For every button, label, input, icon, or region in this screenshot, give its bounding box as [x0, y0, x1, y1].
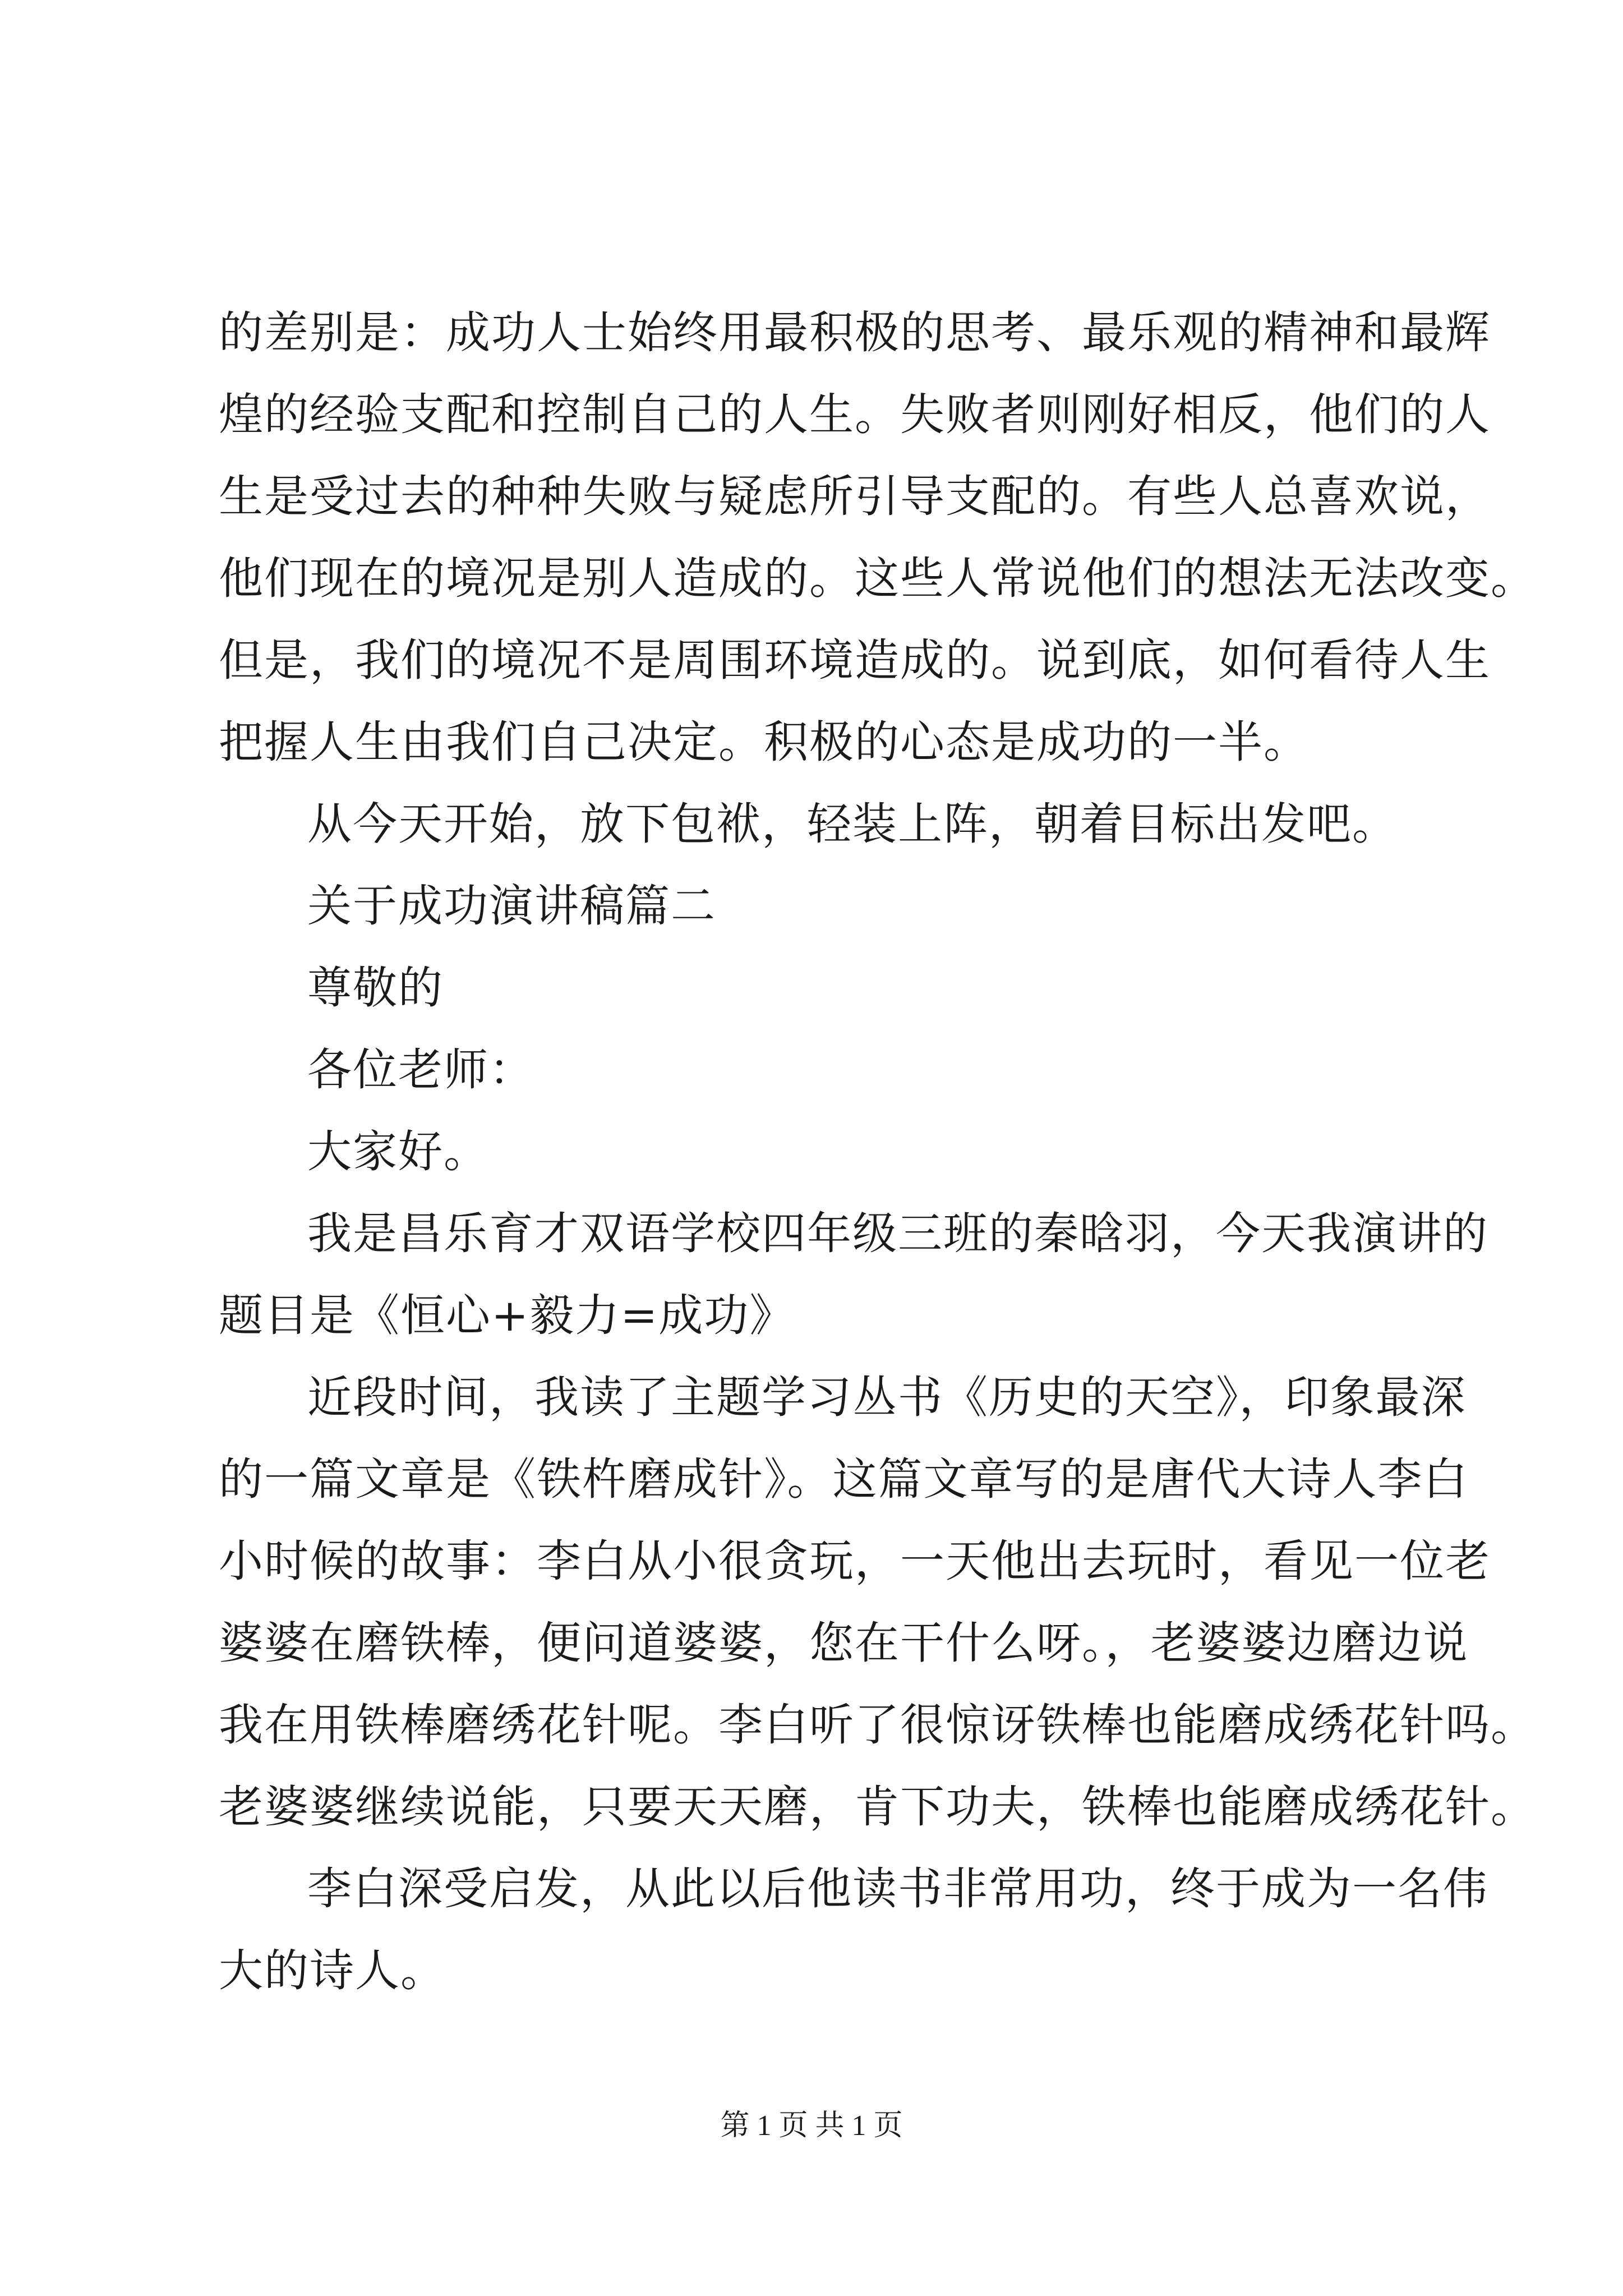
text-line: 小时候的故事：李白从小很贪玩，一天他出去玩时，看见一位老	[219, 1535, 1491, 1587]
text-line: 他们现在的境况是别人造成的。这些人常说他们的想法无法改变。	[219, 553, 1536, 604]
salutation-line: 各位老师：	[307, 1044, 534, 1096]
paragraph-line: 近段时间，我读了主题学习丛书《历史的天空》，印象最深	[307, 1372, 1467, 1423]
paragraph-line: 从今天开始，放下包袱，轻装上阵，朝着目标出发吧。	[307, 798, 1398, 850]
paragraph-line: 李白深受启发，从此以后他读书非常用功，终于成为一名伟	[307, 1863, 1488, 1915]
section-title: 关于成功演讲稿篇二	[307, 880, 716, 932]
text-line: 煌的经验支配和控制自己的人生。失败者则刚好相反，他们的人	[219, 389, 1491, 440]
document-body	[219, 292, 1536, 2012]
paragraph-line: 我是昌乐育才双语学校四年级三班的秦晗羽，今天我演讲的	[307, 1208, 1488, 1259]
text-line: 我在用铁棒磨绣花针呢。李白听了很惊讶铁棒也能磨成绣花针吗。	[219, 1699, 1536, 1751]
text-line: 生是受过去的种种失败与疑虑所引导支配的。有些人总喜欢说，	[219, 471, 1491, 522]
salutation-line: 尊敬的	[307, 962, 444, 1014]
text-line: 把握人生由我们自己决定。积极的心态是成功的一半。	[219, 716, 1309, 768]
text-line: 大的诗人。	[219, 1945, 446, 1996]
page-footer: 第 1 页 共 1 页	[720, 2110, 903, 2142]
text-line: 题目是《恒心+毅力=成功》	[219, 1290, 795, 1341]
greeting-line: 大家好。	[307, 1126, 489, 1177]
text-line: 老婆婆继续说能，只要天天磨，肯下功夫，铁棒也能磨成绣花针。	[219, 1781, 1536, 1833]
text-line: 婆婆在磨铁棒，便问道婆婆，您在干什么呀。，老婆婆边磨边说	[219, 1617, 1469, 1669]
text-line: 的差别是：成功人士始终用最积极的思考、最乐观的精神和最辉	[219, 307, 1491, 358]
text-line: 但是，我们的境况不是周围环境造成的。说到底，如何看待人生	[219, 634, 1491, 686]
text-line: 的一篇文章是《铁杵磨成针》。这篇文章写的是唐代大诗人李白	[219, 1453, 1469, 1505]
